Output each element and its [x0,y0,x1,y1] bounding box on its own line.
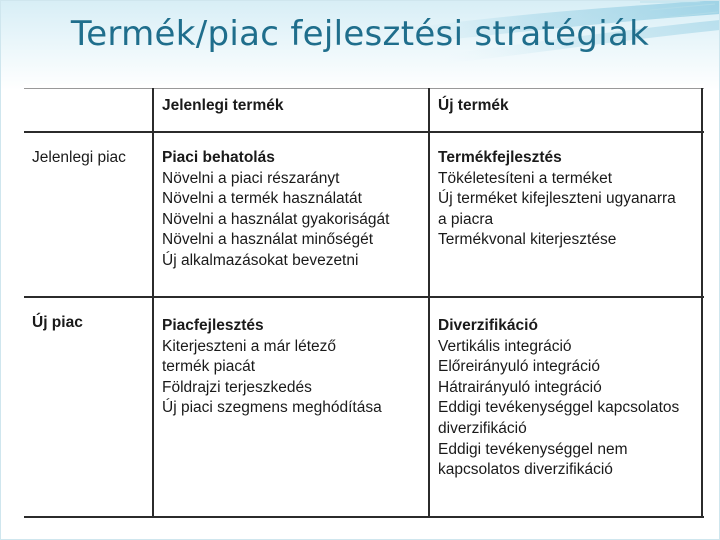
cell-line: a piacra [438,210,494,228]
cell-heading: Piacfejlesztés [162,317,264,334]
strategy-matrix-table [24,84,704,520]
table-line-col2 [428,88,430,518]
table-line-top [24,88,704,89]
cell-diversification [438,316,679,481]
column-header-current-product: Jelenlegi termék [162,97,284,114]
cell-market-development [162,316,382,419]
cell-heading: Termékfejlesztés [438,149,562,166]
cell-line: termék piacát [162,358,256,376]
cell-line: Növelni a használat gyakoriságát [162,210,390,228]
table-line-col1 [152,88,154,518]
cell-line: Eddigi tevékenységgel nem [438,440,628,458]
row-label-new-market: Új piac [32,314,83,331]
cell-line: Új piaci szegmens meghódítása [162,399,382,417]
cell-heading: Diverzifikáció [438,317,538,334]
cell-line: Növelni a piaci részarányt [162,169,340,187]
table-line-row [24,296,704,298]
table-line-bottom [24,516,704,518]
column-header-new-product: Új termék [438,97,509,114]
cell-line: Tökéletesíteni a terméket [438,169,613,187]
cell-line: Új alkalmazásokat bevezetni [162,251,359,269]
cell-line: Kiterjeszteni a már létező [162,337,337,355]
cell-line: Növelni a termék használatát [162,190,362,208]
table-line-right [701,88,703,518]
cell-line: Termékvonal kiterjesztése [438,231,617,249]
cell-line: Hátrairányuló integráció [438,378,602,396]
cell-heading: Piaci behatolás [162,149,275,166]
cell-line: Új terméket kifejleszteni ugyanarra [438,190,676,208]
cell-product-development [438,148,676,251]
cell-market-penetration [162,148,389,272]
cell-line: kapcsolatos diverzifikáció [438,461,613,479]
cell-line: Földrajzi terjeszkedés [162,378,312,396]
slide-title: Termék/piac fejlesztési stratégiák [70,14,650,54]
row-label-current-market: Jelenlegi piac [32,149,126,166]
cell-line: Eddigi tevékenységgel kapcsolatos [438,399,680,417]
cell-line: Növelni a használat minőségét [162,231,374,249]
table-line-header [24,131,704,133]
cell-line: Vertikális integráció [438,337,572,355]
cell-line: Előreirányuló integráció [438,358,600,376]
cell-line: diverzifikáció [438,419,527,437]
